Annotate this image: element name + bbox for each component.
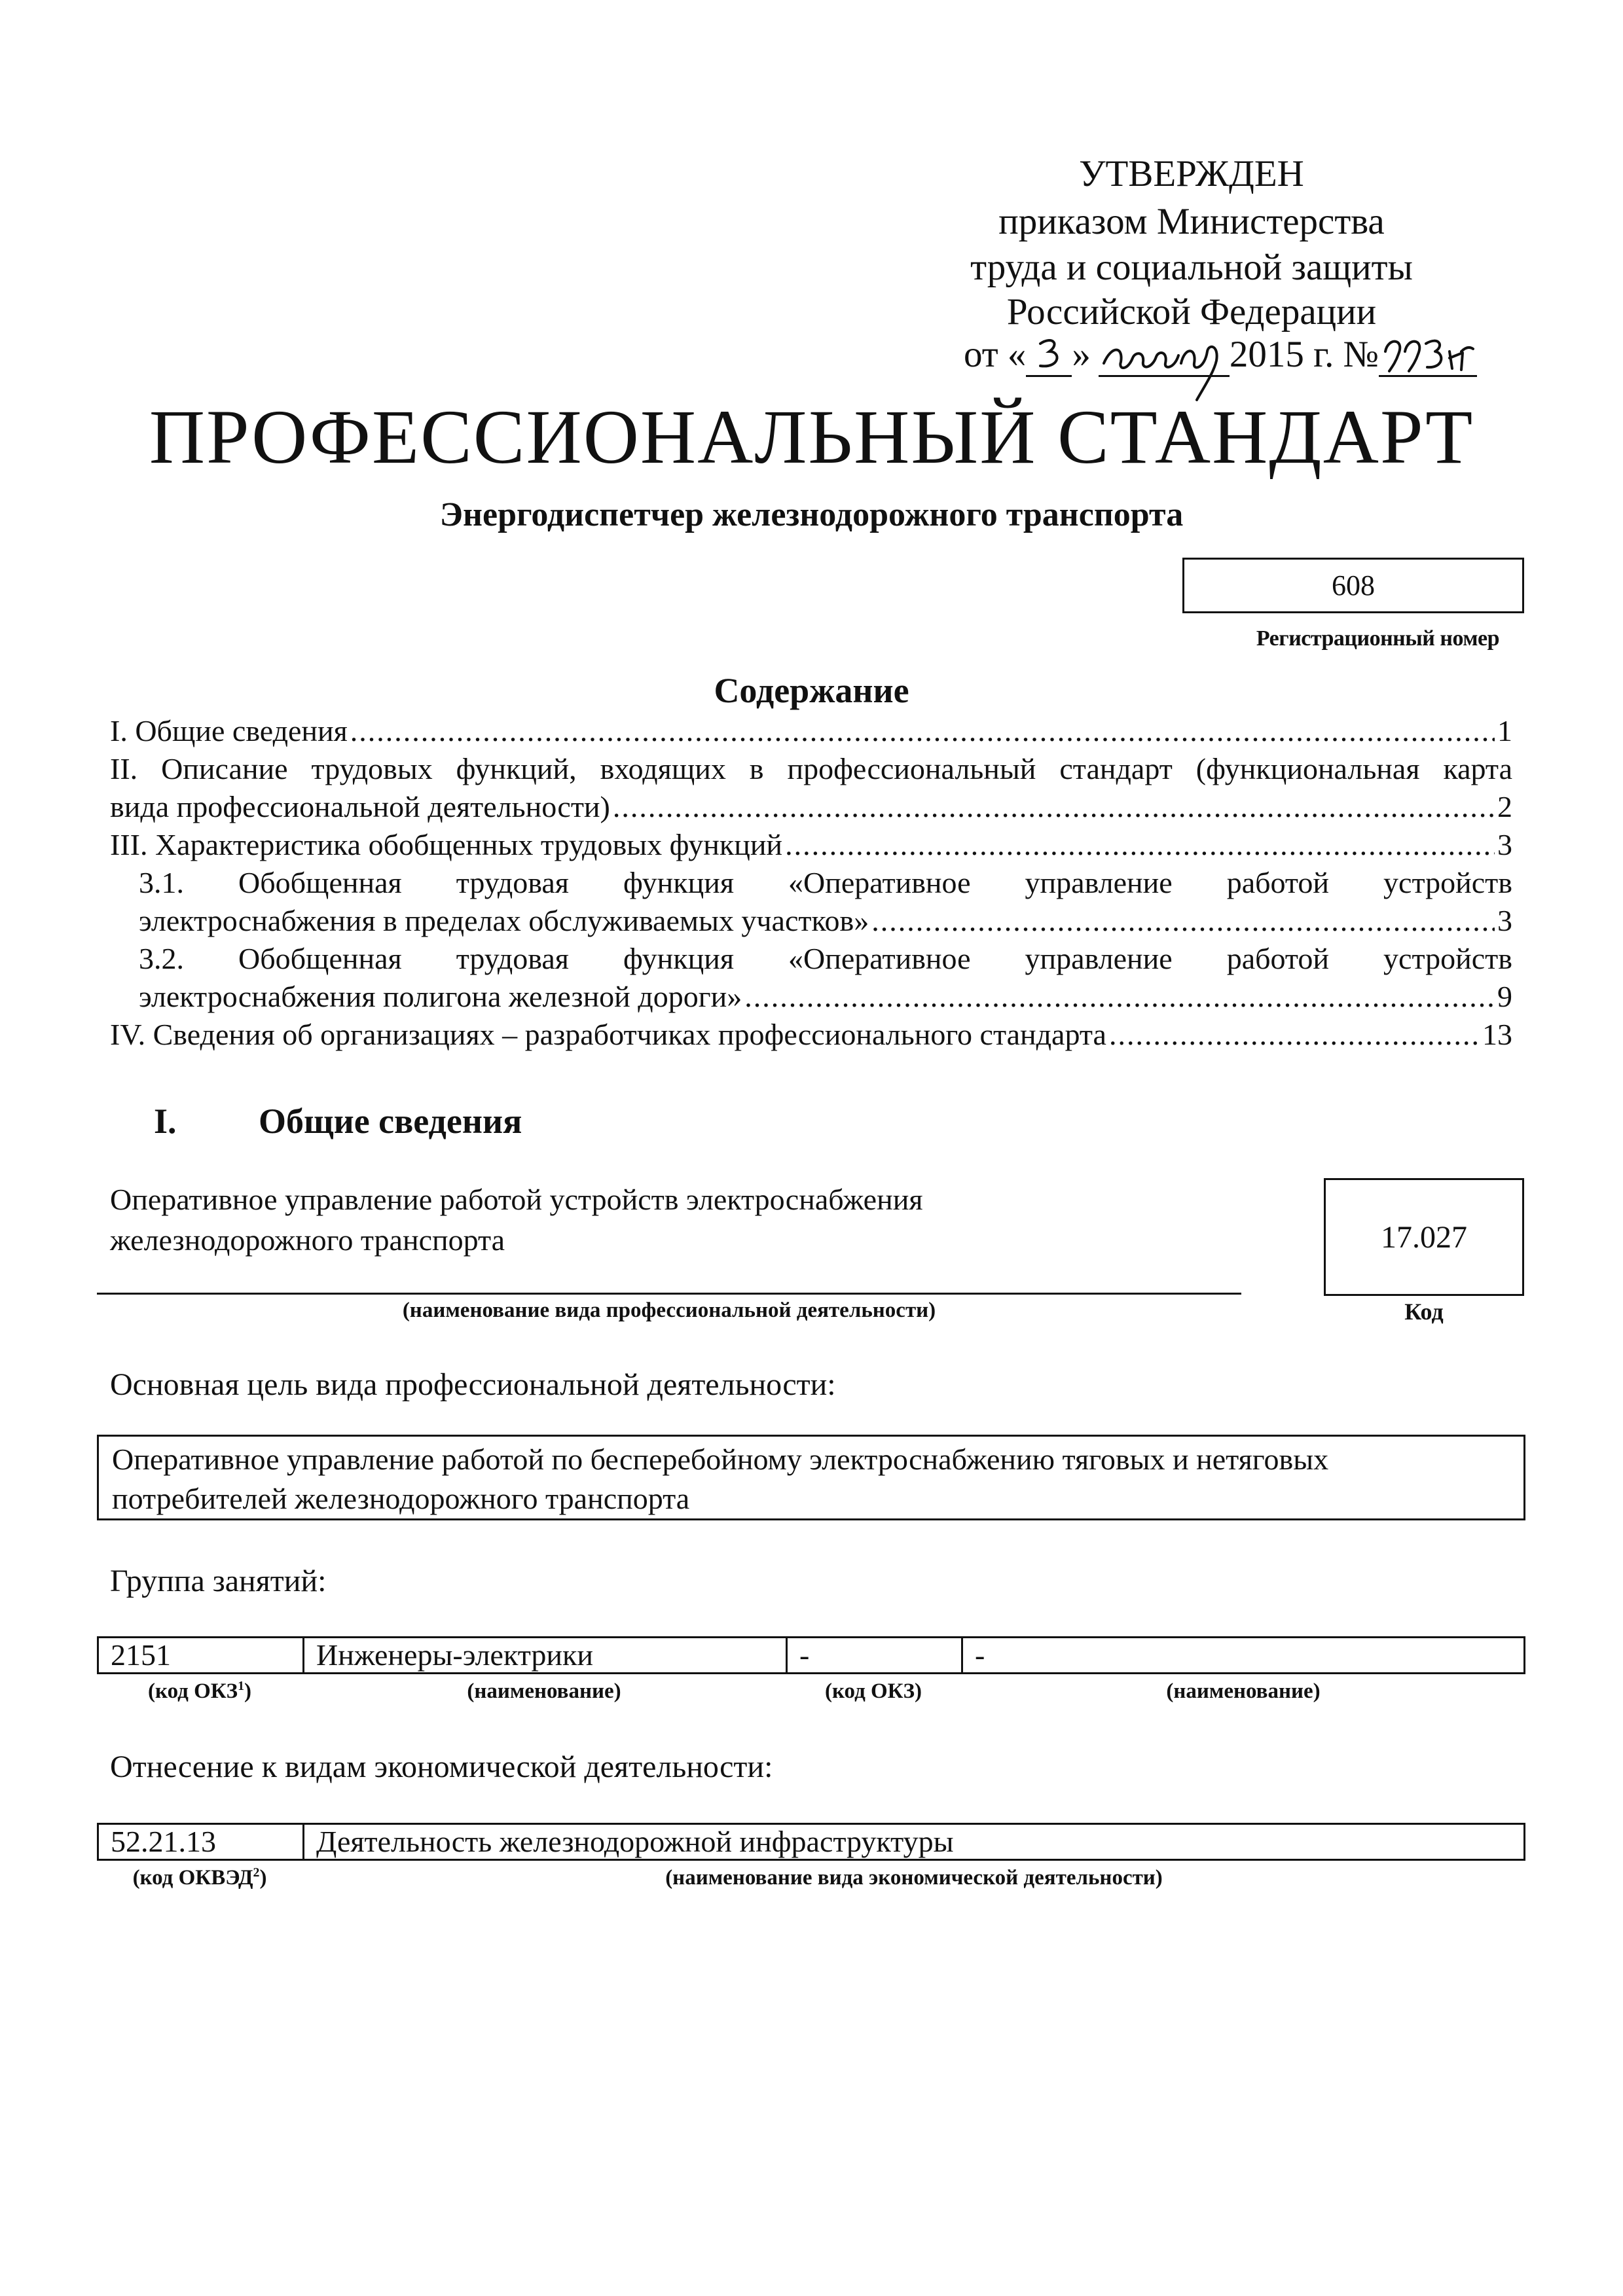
okz-code-caption: (код ОКЗ$^1$) — [148, 1679, 251, 1703]
activity-name — [110, 1179, 1223, 1261]
okz-code-cell-2: - — [788, 1638, 963, 1672]
approval-authority-line-3: Российской Федерации — [1006, 291, 1377, 332]
toc-item-text: электроснабжения полигона железной дороги» — [139, 980, 742, 1013]
document-title: ПРОФЕССИОНАЛЬНЫЙ СТАНДАРТ — [149, 394, 1474, 480]
toc-item[interactable] — [110, 750, 1512, 826]
goal-text-line-1: Оперативное управление работой по бесперебойному электроснабжению тяговых и нетяговых — [112, 1443, 1329, 1476]
section-title: Общие сведения — [259, 1102, 522, 1141]
handwritten-day — [1026, 336, 1072, 377]
toc-item-text: электроснабжения в пределах обслуживаемых участков» — [139, 904, 869, 937]
activity-underline — [97, 1293, 1241, 1295]
registration-number-label: Регистрационный номер — [1256, 626, 1499, 651]
document-subtitle: Энергодиспетчер железнодорожного транспорта — [439, 496, 1184, 533]
toc-leader — [350, 712, 1495, 750]
footnote-marker: 1 — [238, 1679, 244, 1693]
approval-title: УТВЕРЖДЕН — [1079, 153, 1304, 194]
section-number: I. — [154, 1102, 177, 1141]
date-year: 2015 г. № — [1229, 334, 1379, 375]
goal-text-line-2: потребителей железнодорожного транспорта — [112, 1482, 690, 1515]
toc-item-text: вида профессиональной деятельности) — [110, 790, 610, 823]
handwritten-number — [1379, 336, 1477, 377]
registration-number: 608 — [1332, 569, 1375, 601]
handwritten-day-scribble — [1026, 332, 1072, 378]
toc-item[interactable] — [139, 940, 1512, 1016]
toc-item-text-line-1: II. Описание трудовых функций, входящих в профессиональный стандарт (функциональная карта — [110, 752, 1512, 785]
registration-number-box — [1182, 558, 1524, 613]
occupation-name-caption: (наименование) — [467, 1679, 621, 1703]
toc-item-page: 1 — [1497, 714, 1512, 747]
toc-item[interactable] — [110, 1016, 1512, 1054]
toc-leader — [744, 978, 1495, 1016]
approval-authority-line-1: приказом Министерства — [998, 201, 1385, 242]
activity-name-line-2: железнодорожного транспорта — [110, 1223, 505, 1257]
economic-activity-name-cell: Деятельность железнодорожной инфраструктуры — [316, 1825, 954, 1858]
activity-code-label: Код — [1404, 1299, 1444, 1325]
toc-item-text: IV. Сведения об организациях – разработчиках профессионального стандарта — [110, 1018, 1106, 1051]
occupation-name-cell: Инженеры-электрики — [304, 1638, 788, 1672]
footnote-marker: 2 — [253, 1865, 260, 1880]
economic-activity-name-caption: (наименование вида экономической деятельности) — [665, 1866, 1163, 1890]
toc-item-page: 3 — [1497, 904, 1512, 937]
toc-item-page: 2 — [1497, 790, 1512, 823]
activity-caption: (наименование вида профессиональной деятельности) — [402, 1299, 936, 1322]
okved-code-cell: 52.21.13 — [99, 1825, 304, 1859]
occupation-group-row — [97, 1636, 1525, 1674]
toc-item-page: 13 — [1482, 1018, 1512, 1051]
occupation-name-caption-2: (наименование) — [1166, 1679, 1321, 1703]
toc-item-text-line-1: 3.2. Обобщенная трудовая функция «Оперативное управление работой устройств — [139, 942, 1512, 975]
toc-item-text: I. Общие сведения — [110, 714, 348, 747]
approval-authority-line-2: труда и социальной защиты — [970, 247, 1413, 288]
economic-activity-label: Отнесение к видам экономической деятельности: — [110, 1749, 773, 1784]
okz-code-caption-2: (код ОКЗ) — [824, 1679, 922, 1703]
toc-item-page: 3 — [1497, 828, 1512, 861]
occupation-name-cell-2: - — [975, 1638, 985, 1672]
date-mid: » — [1072, 334, 1091, 375]
activity-name-line-1: Оперативное управление работой устройств электроснабжения — [110, 1183, 923, 1216]
occupation-group-label: Группа занятий: — [110, 1564, 327, 1598]
activity-code: 17.027 — [1381, 1219, 1467, 1255]
economic-activity-row — [97, 1823, 1525, 1861]
goal-label: Основная цель вида профессиональной деятельности: — [110, 1367, 836, 1402]
toc-leader — [785, 826, 1495, 864]
toc-leader — [871, 902, 1495, 940]
okz-code-cell: 2151 — [99, 1638, 304, 1672]
date-prefix: от « — [964, 334, 1027, 375]
handwritten-month — [1099, 336, 1230, 377]
toc-leader — [613, 788, 1495, 826]
approval-date-line — [964, 332, 1477, 377]
goal-box — [97, 1435, 1525, 1520]
okved-code-caption: (код ОКВЭД$^2$) — [132, 1865, 267, 1890]
toc-item-text-line-1: 3.1. Обобщенная трудовая функция «Оперативное управление работой устройств — [139, 866, 1512, 899]
toc-leader — [1109, 1016, 1480, 1054]
activity-code-box — [1324, 1178, 1524, 1296]
toc-item[interactable] — [110, 712, 1512, 750]
handwritten-number-scribble — [1379, 332, 1477, 378]
toc-item-page: 9 — [1497, 980, 1512, 1013]
toc-item[interactable] — [139, 864, 1512, 940]
toc-item[interactable] — [110, 826, 1512, 864]
toc-item-text: III. Характеристика обобщенных трудовых функций — [110, 828, 783, 861]
toc-heading: Содержание — [714, 671, 909, 710]
